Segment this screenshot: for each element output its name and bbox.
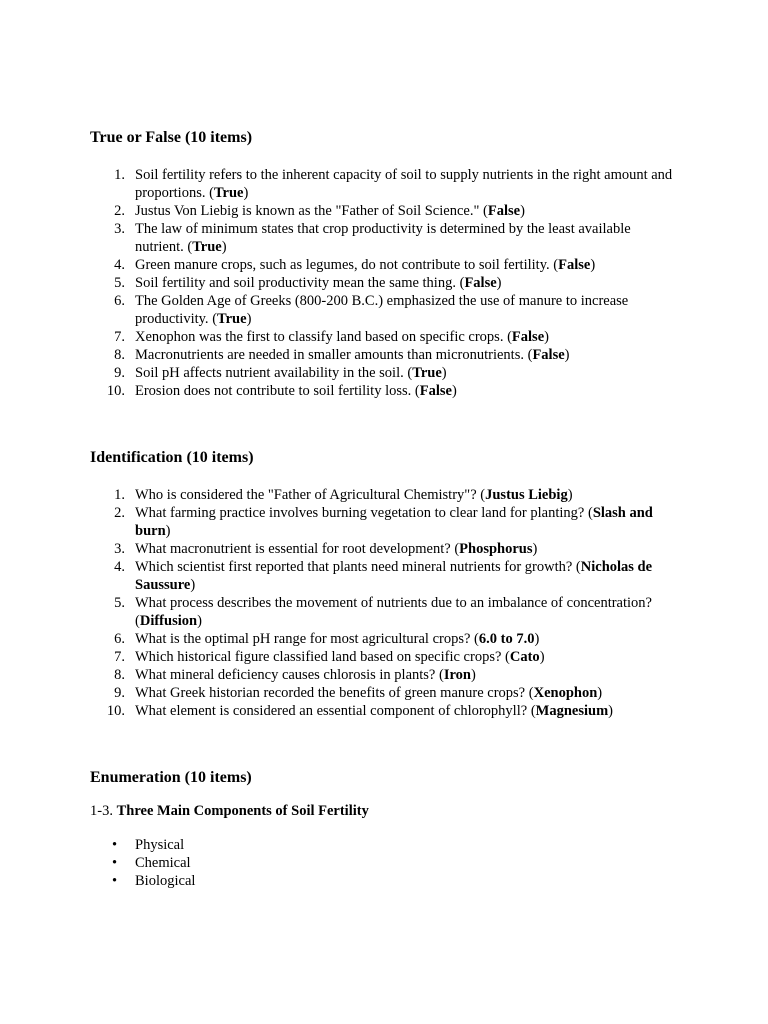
list-item: 3. The law of minimum states that crop productivity is determined by the least available nutrient. (True) xyxy=(114,221,631,255)
list-item: 7. Xenophon was the first to classify land based on specific crops. (False) xyxy=(114,329,549,345)
list-item: 5. What process describes the movement of nutrients due to an imbalance of concentration? (Diffusion) xyxy=(114,595,652,629)
answer: Phosphorus xyxy=(459,541,533,557)
answer: Xenophon xyxy=(533,685,598,701)
section-heading-identification: Identification (10 items) xyxy=(90,449,254,466)
answer: Justus Liebig xyxy=(485,487,568,503)
list-item: 4. Which scientist first reported that plants need mineral nutrients for growth? (Nicholas de Saussure) xyxy=(114,559,653,593)
answer: Cato xyxy=(509,649,540,665)
section-heading-enumeration: Enumeration (10 items) xyxy=(90,769,252,786)
list-item: 9. What Greek historian recorded the benefits of green manure crops? (Xenophon) xyxy=(114,685,603,701)
answer: False xyxy=(419,383,452,399)
list-item: 9. Soil pH affects nutrient availability in the soil. (True) xyxy=(114,365,447,381)
list-item: 1. Soil fertility refers to the inherent capacity of soil to supply nutrients in the right amount and proportions. (True) xyxy=(114,167,673,201)
list-item: 8. Macronutrients are needed in smaller amounts than micronutrients. (False) xyxy=(114,347,570,363)
list-item: • Biological xyxy=(112,873,196,889)
list-item: 10. What element is considered an essential component of chlorophyll? (Magnesium) xyxy=(106,703,613,719)
true-false-list xyxy=(90,166,680,400)
answer: False xyxy=(511,329,545,345)
true-false-section xyxy=(90,126,680,400)
answer: Diffusion xyxy=(139,613,198,629)
answer: 6.0 to 7.0 xyxy=(478,631,535,647)
list-item: 6. What is the optimal pH range for most agricultural crops? (6.0 to 7.0) xyxy=(114,631,540,647)
identification-list xyxy=(90,486,680,720)
list-item: 7. Which historical figure classified land based on specific crops? (Cato) xyxy=(114,649,545,665)
identification-section xyxy=(90,446,680,720)
document-page xyxy=(90,126,680,890)
list-item: • Chemical xyxy=(112,855,191,871)
answer: Iron xyxy=(443,667,471,683)
answer: True xyxy=(412,365,442,381)
list-item: 8. What mineral deficiency causes chlorosis in plants? (Iron) xyxy=(114,667,476,683)
answer: True xyxy=(192,239,222,255)
answer: Slash and burn xyxy=(135,505,653,539)
answer: False xyxy=(487,203,521,219)
answer: True xyxy=(217,311,247,327)
list-item: 1. Who is considered the "Father of Agricultural Chemistry"? (Justus Liebig) xyxy=(114,487,573,503)
answer: False xyxy=(464,275,497,291)
enumeration-section xyxy=(90,766,680,890)
list-item: 6. The Golden Age of Greeks (800-200 B.C.) emphasized the use of manure to increase productivity. (True) xyxy=(114,293,629,327)
list-item: 10. Erosion does not contribute to soil fertility loss. (False) xyxy=(106,383,457,399)
section-heading-true-false: True or False (10 items) xyxy=(90,129,253,146)
list-item: 2. Justus Von Liebig is known as the "Father of Soil Science." (False) xyxy=(114,203,525,219)
bullet-icon: • xyxy=(112,855,118,871)
list-item: 3. What macronutrient is essential for root development? (Phosphorus) xyxy=(114,541,538,557)
list-item: 4. Green manure crops, such as legumes, do not contribute to soil fertility. (False) xyxy=(114,257,596,273)
enumeration-list xyxy=(90,836,680,890)
answer: False xyxy=(558,257,591,273)
bullet-icon: • xyxy=(112,837,118,853)
answer: Nicholas de Saussure xyxy=(135,559,653,593)
answer: Magnesium xyxy=(535,703,609,719)
answer: True xyxy=(213,185,244,201)
answer: False xyxy=(532,347,565,363)
bullet-icon: • xyxy=(112,873,118,889)
list-item: 2. What farming practice involves burning vegetation to clear land for planting? (Slash and burn) xyxy=(114,505,653,539)
list-item: 5. Soil fertility and soil productivity mean the same thing. (False) xyxy=(114,275,502,291)
enumeration-subheading: 1-3. Three Main Components of Soil Fertility xyxy=(90,803,369,819)
list-item: • Physical xyxy=(112,837,185,853)
